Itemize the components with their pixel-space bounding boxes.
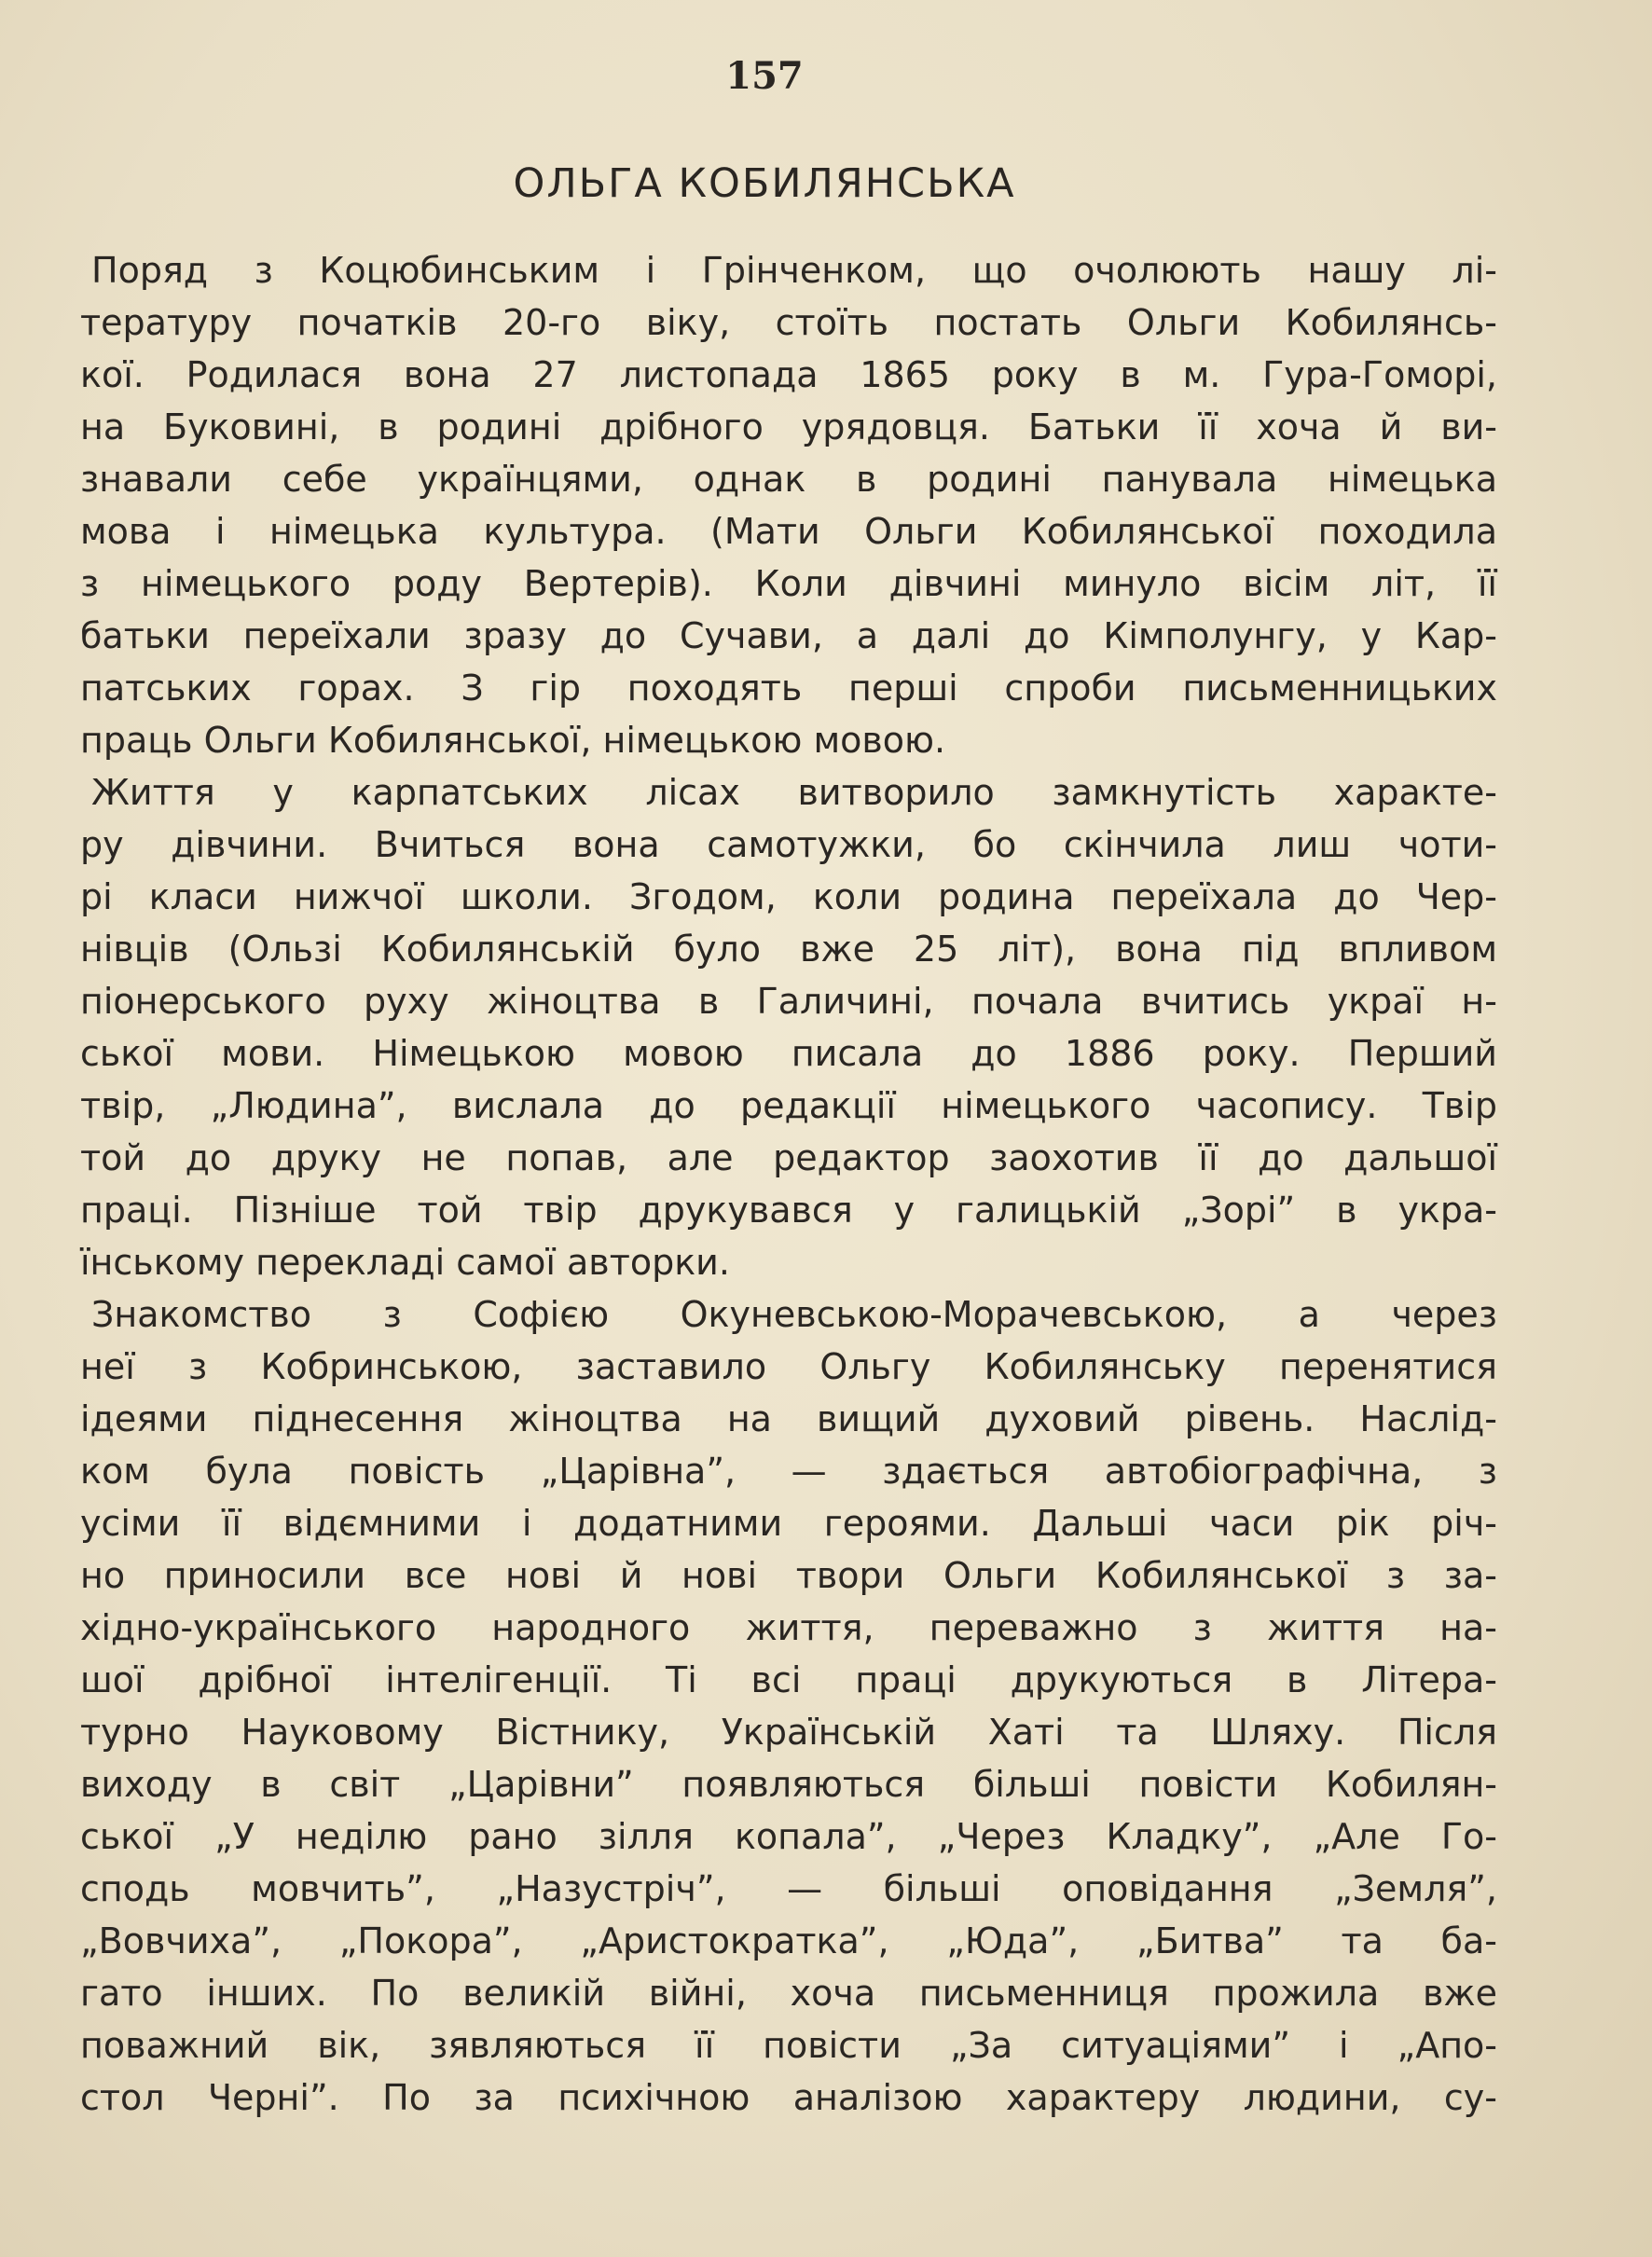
text-line: сподь мовчить”, „Назустріч”, — більші оповідання „Земля”,	[80, 1868, 1497, 1909]
page-number: 157	[725, 54, 804, 98]
text-line: виходу в світ „Царівни” появляються більші повісти Кобилян-	[80, 1764, 1497, 1805]
paragraph-1	[80, 244, 1497, 766]
text-line: Поряд з Коцюбинським і Грінченком, що очолюють нашу лі-	[91, 250, 1497, 291]
text-line: усіми її відємними і додатними героями. Дальші часи рік річ-	[80, 1503, 1497, 1544]
text-line: батьки переїхали зразу до Сучави, а далі до Кімполунгу, у Кар-	[80, 615, 1497, 656]
text-line: нівців (Ользі Кобилянській було вже 25 літ), вона під впливом	[80, 929, 1497, 970]
chapter-title: ОЛЬГА КОБИЛЯНСЬКА	[513, 160, 1016, 207]
text-line: шої дрібної інтелігенції. Ті всі праці друкуються в Літера-	[80, 1659, 1497, 1700]
text-line: з німецького роду Вертерів). Коли дівчині минуло вісім літ, її	[80, 563, 1497, 604]
text-line: ру дівчини. Вчиться вона самотужки, бо скінчила лиш чоти-	[80, 824, 1497, 865]
text-line: ком була повість „Царівна”, — здається автобіографічна, з	[80, 1451, 1497, 1492]
text-line: мова і німецька культура. (Мати Ольги Кобилянської походила	[80, 511, 1497, 552]
text-line: їнському перекладі самої авторки.	[80, 1242, 730, 1283]
text-line: праці. Пізніше той твір друкувався у галицькій „Зорі” в укра-	[80, 1190, 1497, 1231]
text-line: тературу початків 20-го віку, стоїть постать Ольги Кобилянсь-	[80, 302, 1497, 343]
text-line: Життя у карпатських лісах витворило замкнутість характе-	[91, 772, 1497, 813]
text-line: поважний вік, зявляються її повісти „За ситуаціями” і „Апо-	[80, 2025, 1497, 2066]
text-line: твір, „Людина”, вислала до редакції німецького часопису. Твір	[80, 1085, 1497, 1126]
text-line: но приносили все нові й нові твори Ольги Кобилянської з за-	[80, 1555, 1497, 1596]
text-line: хідно-українського народного життя, переважно з життя на-	[80, 1607, 1497, 1648]
paragraph-3	[80, 1288, 1497, 2124]
text-line: стол Черні”. По за психічною аналізою характеру людини, су-	[80, 2077, 1497, 2118]
text-line: праць Ольги Кобилянської, німецькою мовою.	[80, 720, 946, 761]
text-line: знавали себе українцями, однак в родині панувала німецька	[80, 459, 1497, 500]
text-line: Знакомство з Софією Окуневською-Морачевською, а через	[91, 1294, 1497, 1335]
text-line: ідеями піднесення жіноцтва на вищий духовий рівень. Наслід-	[80, 1398, 1497, 1439]
text-line: той до друку не попав, але редактор заохотив її до дальшої	[80, 1137, 1497, 1178]
text-line: гато інших. По великій війні, хоча письменниця прожила вже	[80, 1973, 1497, 2014]
body-text	[80, 244, 1497, 2124]
text-line: ської мови. Німецькою мовою писала до 1886 року. Перший	[80, 1033, 1497, 1074]
text-line: турно Науковому Вістнику, Українській Хаті та Шляху. Після	[80, 1712, 1497, 1753]
text-line: піонерського руху жіноцтва в Галичині, почала вчитись украї н-	[80, 981, 1497, 1022]
text-line: кої. Родилася вона 27 листопада 1865 року в м. Гура-Гоморі,	[80, 354, 1497, 395]
text-line: на Буковині, в родині дрібного урядовця. Батьки її хоча й ви-	[80, 406, 1497, 447]
text-line: ської „У неділю рано зілля копала”, „Через Кладку”, „Але Го-	[80, 1816, 1497, 1857]
text-line: неї з Кобринською, заставило Ольгу Кобилянську перенятися	[80, 1346, 1497, 1387]
paragraph-2	[80, 766, 1497, 1288]
text-line: рі класи нижчої школи. Згодом, коли родина переїхала до Чер-	[80, 876, 1497, 917]
text-line: патських горах. З гір походять перші спроби письменницьких	[80, 667, 1497, 709]
text-line: „Вовчиха”, „Покора”, „Аристократка”, „Юда”, „Битва” та ба-	[80, 1920, 1497, 1961]
